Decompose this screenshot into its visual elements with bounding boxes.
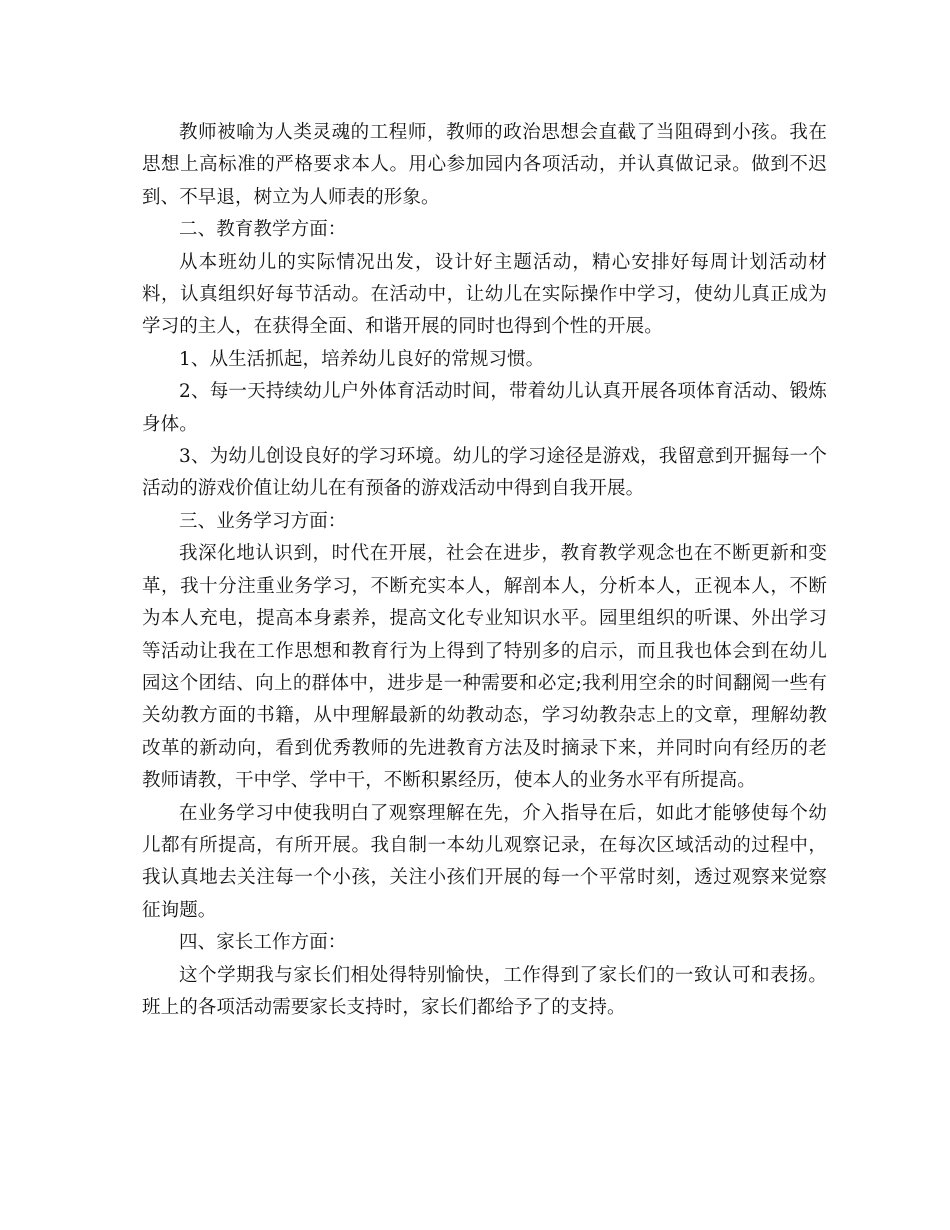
list-item-outdoor-activities: 2、每一天持续幼儿户外体育活动时间，带着幼儿认真开展各项体育活动、锻炼身体。	[142, 381, 827, 435]
paragraph-teaching-overview: 从本班幼儿的实际情况出发，设计好主题活动，精心安排好每周计划活动材料，认真组织好每节活动。在活动中，让幼儿在实际操作中学习，使幼儿真正成为学习的主人，在获得全面、和谐开展的同时也得到个性的开展。	[142, 251, 827, 338]
list-item-routine-habits: 1、从生活抓起，培养幼儿良好的常规习惯。	[179, 348, 545, 370]
paragraph-parent-work: 这个学期我与家长们相处得特别愉快，工作得到了家长们的一致认可和表扬。班上的各项活动需要家长支持时，家长们都给予了的支持。	[142, 964, 827, 1018]
paragraph-political-thought: 教师被喻为人类灵魂的工程师，教师的政治思想会直截了当阻碍到小孩。我在思想上高标准的严格要求本人。用心参加园内各项活动，并认真做记录。做到不迟到、不早退，树立为人师表的形象。	[142, 122, 827, 208]
paragraph-professional-study: 我深化地认识到，时代在开展，社会在进步，教育教学观念也在不断更新和变革，我十分注重业务学习，不断充实本人，解剖本人，分析本人，正视本人，不断为本人充电，提高本身素养，提高文化专业知识水平。园里组织的听课、外出学习等活动让我在工作思想和教育行为上得到了特别多的启示，而且我也体会到在幼儿园这个团结、向上的群体中，进步是一种需要和必定;我利用空余的时间翻阅一些有关幼教方面的书籍，从中理解最新的幼教动态，学习幼教杂志上的文章，理解幼教改革的新动向，看到优秀教师的先进教育方法及时摘录下来，并同时向有经历的老教师请教，干中学、学中干，不断积累经历，使本人的业务水平有所提高。	[142, 543, 827, 792]
document-body	[142, 117, 827, 1024]
section-heading-teaching: 二、教育教学方面：	[179, 219, 347, 241]
section-heading-professional-study: 三、业务学习方面：	[179, 510, 347, 532]
section-heading-parent-work: 四、家长工作方面：	[179, 932, 347, 954]
list-item-learning-environment: 3、为幼儿创设良好的学习环境。幼儿的学习途径是游戏，我留意到开掘每一个活动的游戏价值让幼儿在有预备的游戏活动中得到自我开展。	[142, 446, 827, 500]
paragraph-observation: 在业务学习中使我明白了观察理解在先，介入指导在后，如此才能够使每个幼儿都有所提高，有所开展。我自制一本幼儿观察记录，在每次区域活动的过程中，我认真地去关注每一个小孩，关注小孩们开展的每一个平常时刻，透过观察来觉察征询题。	[142, 802, 827, 921]
